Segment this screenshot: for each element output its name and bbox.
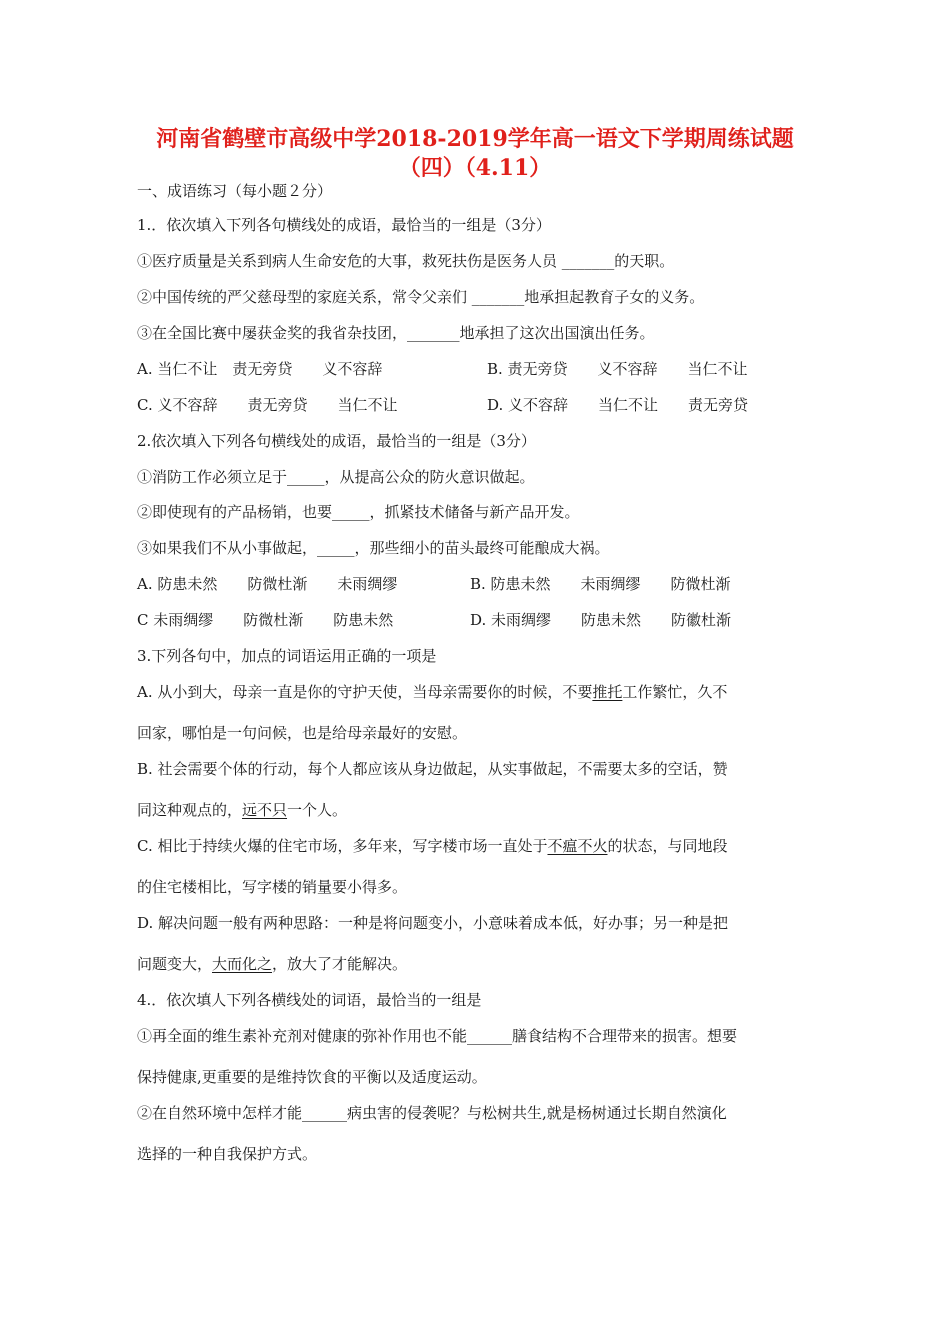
q3-option-c-line1 xyxy=(137,835,728,856)
q3-a-text-pre: A. 从小到大，母亲一直是你的守护天使，当母亲需要你的时候，不要 xyxy=(137,683,593,701)
q3-option-b-line2 xyxy=(137,799,347,820)
q3-b-marked-word: 远不只 xyxy=(242,801,288,819)
section-heading: 一、成语练习（每小题２分） xyxy=(137,182,333,200)
q2-sentence-2: ②即使现有的产品杨销，也要_____，抓紧技术储备与新产品开发。 xyxy=(137,503,580,521)
q3-option-b-line1: B. 社会需要个体的行动，每个人都应该从身边做起，从实事做起，不需要太多的空话，赞 xyxy=(137,760,728,778)
q4-stem: 4.．依次填人下列各横线处的词语，最恰当的一组是 xyxy=(137,991,482,1009)
q1-stem: 1.．依次填入下列各句横线处的成语，最恰当的一组是（3分） xyxy=(137,216,551,234)
q3-option-a-line1 xyxy=(137,681,727,702)
q2-option-c: C 未雨绸缪 防微杜渐 防患未然 xyxy=(137,611,394,629)
q3-b-text-post: 一个人。 xyxy=(287,801,348,819)
q3-a-marked-word: 推托 xyxy=(592,683,623,701)
q2-sentence-1: ①消防工作必须立足于_____，从提高公众的防火意识做起。 xyxy=(137,468,535,486)
q3-option-d-line1: D. 解决问题一般有两种思路：一种是将问题变小，小意味着成本低，好办事；另一种是把 xyxy=(137,914,729,932)
document-title-line1: 河南省鹤壁市高级中学2018-2019学年高一语文下学期周练试题 xyxy=(156,126,794,152)
q3-option-a-line2: 回家，哪怕是一句问候，也是给母亲最好的安慰。 xyxy=(137,724,468,742)
q1-option-b: B. 责无旁贷 义不容辞 当仁不让 xyxy=(487,360,748,378)
q1-sentence-2: ②中国传统的严父慈母型的家庭关系，常令父亲们 _______地承担起教育子女的义务。 xyxy=(137,288,705,306)
q3-a-text-post: 工作繁忙，久不 xyxy=(622,683,728,701)
q1-option-a: A. 当仁不让 责无旁贷 义不容辞 xyxy=(137,360,383,378)
q4-sentence-2-line2: 选择的一种自我保护方式。 xyxy=(137,1145,318,1163)
q2-sentence-3: ③如果我们不从小事做起，_____，那些细小的苗头最终可能酿成大祸。 xyxy=(137,539,610,557)
q1-option-d: D. 义不容辞 当仁不让 责无旁贷 xyxy=(487,396,749,414)
q4-sentence-2-line1: ②在自然环境中怎样才能______病虫害的侵袭呢？与松树共生,就是杨树通过长期自然演化 xyxy=(137,1104,727,1122)
q3-d-text-post: ，放大了才能解决。 xyxy=(272,955,408,973)
q4-sentence-1-line2: 保持健康,更重要的是维持饮食的平衡以及适度运动。 xyxy=(137,1068,487,1086)
q3-c-marked-word: 不瘟不火 xyxy=(547,837,608,855)
q1-option-c: C. 义不容辞 责无旁贷 当仁不让 xyxy=(137,396,398,414)
q2-stem: 2.依次填入下列各句横线处的成语，最恰当的一组是（3分） xyxy=(137,432,536,450)
q2-option-a: A. 防患未然 防微杜渐 未雨绸缪 xyxy=(137,575,398,593)
q3-option-c-line2: 的住宅楼相比，写字楼的销量要小得多。 xyxy=(137,878,408,896)
q3-c-text-pre: C. 相比于持续火爆的住宅市场，多年来，写字楼市场一直处于 xyxy=(137,837,548,855)
q3-c-text-post: 的状态，与同地段 xyxy=(607,837,728,855)
q2-option-d: D. 未雨绸缪 防患未然 防徽杜渐 xyxy=(470,611,732,629)
q3-d-marked-word: 大而化之 xyxy=(212,955,273,973)
q1-sentence-3: ③在全国比赛中屡获金奖的我省杂技团，_______地承担了这次出国演出任务。 xyxy=(137,324,655,342)
q4-sentence-1-line1: ①再全面的维生素补充剂对健康的弥补作用也不能______膳食结构不合理带来的损害。想要 xyxy=(137,1027,738,1045)
q3-b-text-pre: 同这种观点的， xyxy=(137,801,243,819)
q3-stem: 3.下列各句中，加点的词语运用正确的一项是 xyxy=(137,647,437,665)
q1-sentence-1: ①医疗质量是关系到病人生命安危的大事，救死扶伤是医务人员 _______的天职。 xyxy=(137,252,675,270)
q2-option-b: B. 防患未然 未雨绸缪 防微杜渐 xyxy=(470,575,731,593)
q3-d-text-pre: 问题变大， xyxy=(137,955,213,973)
document-title-line2: （四）（4.11） xyxy=(398,155,552,181)
q3-option-d-line2 xyxy=(137,953,407,974)
